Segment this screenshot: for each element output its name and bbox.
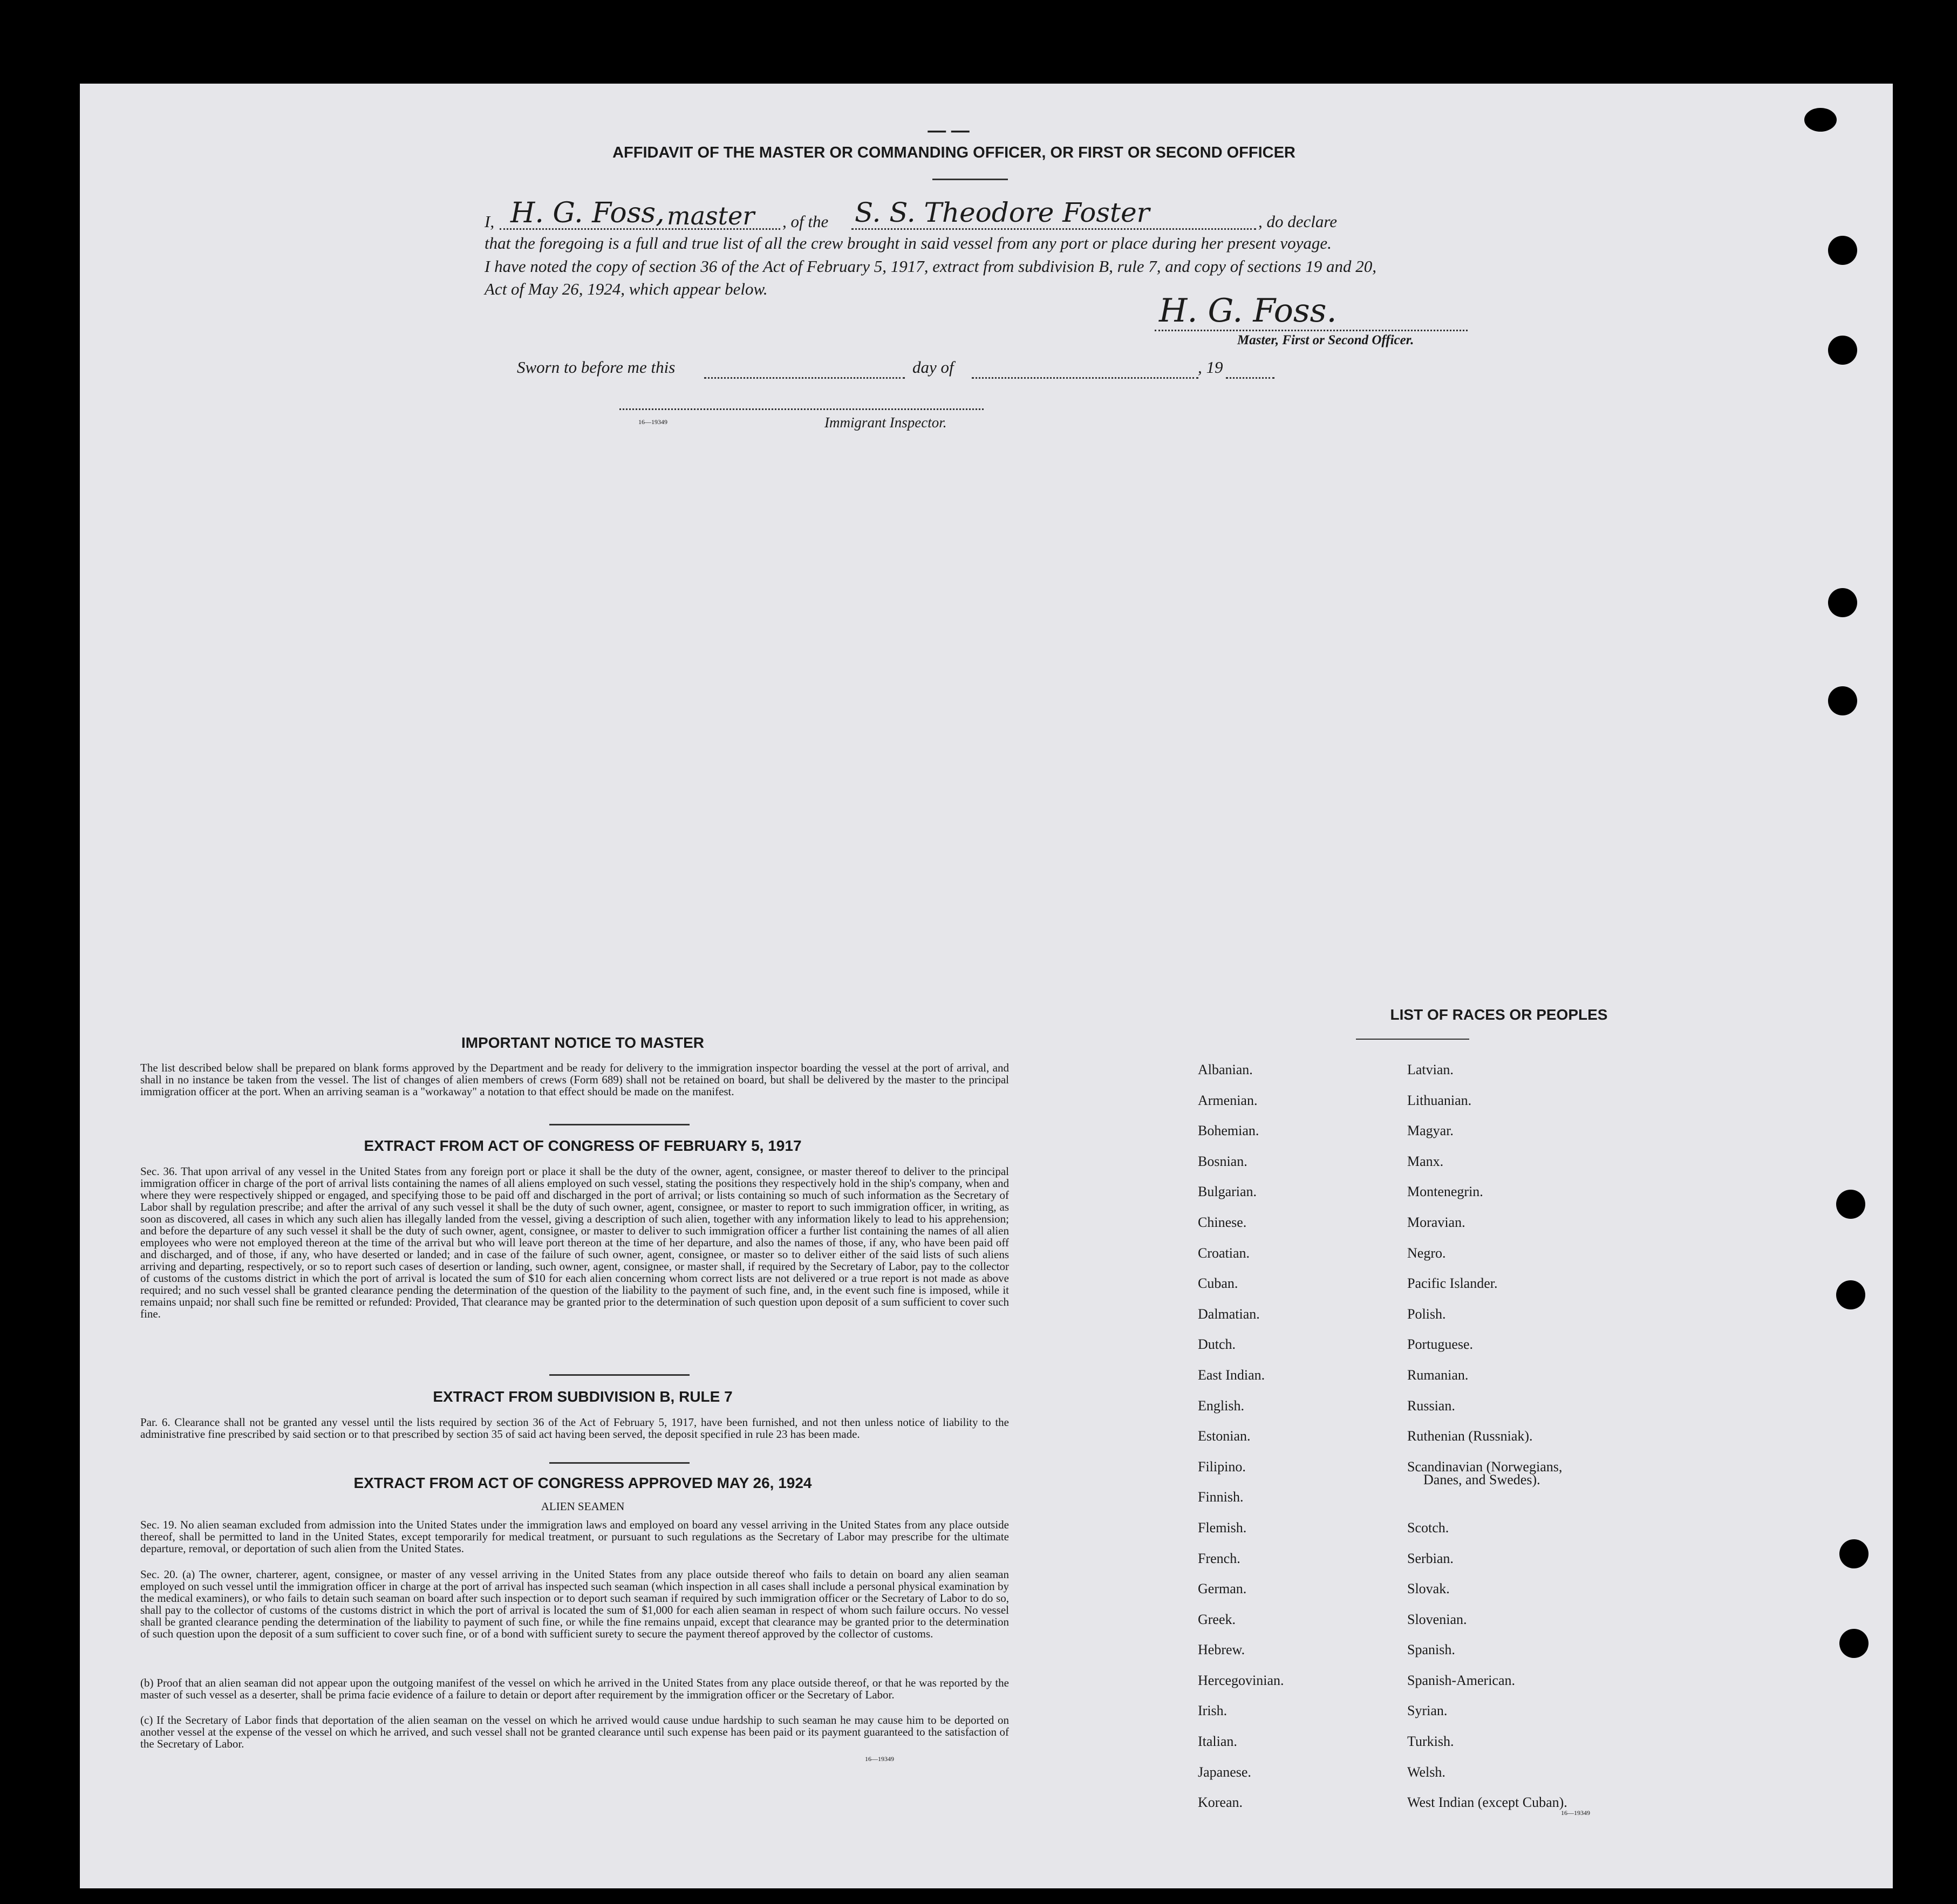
- race-item: Japanese.: [1198, 1764, 1251, 1780]
- master-rank-handwritten: master: [667, 201, 755, 230]
- race-item-continuation: Danes, and Swedes).: [1423, 1471, 1540, 1487]
- extract-1924-subtitle: ALIEN SEAMEN: [541, 1500, 625, 1513]
- race-item: Pacific Islander.: [1407, 1275, 1498, 1292]
- sworn-prefix: Sworn to before me this: [517, 358, 676, 377]
- master-signature-line: [1155, 292, 1468, 331]
- race-item: Filipino.: [1198, 1458, 1246, 1475]
- extract-rule7-divider: [549, 1462, 690, 1464]
- notice-body: The list described below shall be prepared on blank forms approved by the Department and be ready for delivery to the immigration inspector boarding the vessel at the port of arrival, and shall in no instance be taken from the vessel. The list of changes of alien members of crews (Form 689) shall not be retained on board, but shall be delivered by the master to the principal immigration officer at the port. When an arriving seaman is a "workaway" a notation to that effect should be made on the manifest.: [140, 1061, 1009, 1098]
- form-number-bottom-right: 16—19349: [1561, 1809, 1590, 1817]
- vessel-name-field: [851, 197, 1256, 230]
- vessel-name-handwritten: S. S. Theodore Foster: [855, 197, 1150, 228]
- punch-hole: [1828, 588, 1857, 617]
- affidavit-line1: [485, 197, 1591, 229]
- punch-hole: [1828, 686, 1857, 715]
- sworn-month-field: [972, 362, 1198, 379]
- punch-hole: [1804, 108, 1837, 132]
- sworn-line: [517, 358, 1380, 382]
- race-item: Scotch.: [1407, 1519, 1449, 1536]
- races-left-column: [1198, 1055, 1284, 1818]
- extract-1924-title: EXTRACT FROM ACT OF CONGRESS APPROVED MAY 26, 1924: [353, 1475, 812, 1491]
- punch-hole: [1839, 1629, 1869, 1658]
- line1-prefix: I,: [485, 212, 495, 231]
- race-item: Slovenian.: [1407, 1611, 1467, 1627]
- inspector-caption: Immigrant Inspector.: [824, 414, 947, 431]
- race-item: Syrian.: [1407, 1703, 1448, 1719]
- race-item: Finnish.: [1198, 1489, 1244, 1505]
- race-item: Manx.: [1407, 1153, 1444, 1169]
- punch-hole: [1828, 236, 1857, 265]
- race-item: Spanish-American.: [1407, 1672, 1516, 1688]
- race-item: Hebrew.: [1198, 1642, 1245, 1658]
- race-item: Slovak.: [1407, 1581, 1450, 1597]
- extract-1924-sec20c: (c) If the Secretary of Labor finds that deportation of the alien seaman on the vessel on which he arrived would cause undue hardship to such seaman he may cause him to be deported on another vessel at the expense of the vessel on which he arrived, and such vessel shall not be granted clearance until such expense has been paid or its payment guaranteed to the satisfaction of the Secretary of Labor.: [140, 1714, 1009, 1750]
- race-item: Spanish.: [1407, 1642, 1455, 1658]
- race-item: Dalmatian.: [1198, 1306, 1260, 1322]
- header-marks: — —: [928, 120, 970, 141]
- race-item: Welsh.: [1407, 1764, 1445, 1780]
- race-item: Bosnian.: [1198, 1153, 1247, 1169]
- race-item: Croatian.: [1198, 1245, 1250, 1261]
- line1-of-the: , of the: [782, 212, 829, 231]
- race-item: Bohemian.: [1198, 1123, 1259, 1139]
- master-name-handwritten: H. G. Foss,: [510, 197, 665, 229]
- affidavit-title: AFFIDAVIT OF THE MASTER OR COMMANDING OFFICER, OR FIRST OR SECOND OFFICER: [612, 144, 1295, 161]
- race-item: Rumanian.: [1407, 1367, 1469, 1383]
- punch-hole: [1828, 336, 1857, 365]
- form-number-bottom-left: 16—19349: [865, 1755, 894, 1763]
- race-item: Greek.: [1198, 1611, 1236, 1627]
- race-item: Turkish.: [1407, 1734, 1454, 1750]
- extract-1924-sec19: Sec. 19. No alien seaman excluded from admission into the United States under the immigration laws and employed on board any vessel arriving in the United States from any place outside thereof, shall be permitted to land in the United States, except temporarily for medical treatment, or pursuant to such regulations as the Secretary of Labor may prescribe for the ultimate departure, removal, or deportation of such alien from the United States.: [140, 1518, 1009, 1555]
- extract-1917-divider: [549, 1374, 690, 1376]
- sworn-day-of: day of: [912, 358, 954, 377]
- race-item: Portuguese.: [1407, 1336, 1474, 1353]
- race-item: East Indian.: [1198, 1367, 1265, 1383]
- race-item: Scandinavian (Norwegians,: [1407, 1458, 1563, 1475]
- sworn-year-prefix: , 19: [1198, 358, 1223, 377]
- race-item: Bulgarian.: [1198, 1184, 1257, 1200]
- race-item: Polish.: [1407, 1306, 1446, 1322]
- race-item: Italian.: [1198, 1734, 1237, 1750]
- race-item: English.: [1198, 1397, 1244, 1414]
- race-item: Magyar.: [1407, 1123, 1454, 1139]
- race-item: Estonian.: [1198, 1428, 1251, 1444]
- title-rule: [932, 179, 1008, 180]
- race-item: Armenian.: [1198, 1092, 1258, 1108]
- race-item: Negro.: [1407, 1245, 1446, 1261]
- line1-suffix: , do declare: [1258, 212, 1338, 231]
- race-item: Montenegrin.: [1407, 1184, 1483, 1200]
- affidavit-line3: I have noted the copy of section 36 of the Act of February 5, 1917, extract from subdivision B, rule 7, and copy of sections 19 and 20,: [485, 257, 1377, 276]
- race-item: Irish.: [1198, 1703, 1228, 1719]
- form-number-top: 16—19349: [638, 418, 667, 426]
- signature-caption: Master, First or Second Officer.: [1237, 333, 1414, 347]
- notice-title: IMPORTANT NOTICE TO MASTER: [461, 1034, 705, 1051]
- punch-hole: [1839, 1539, 1869, 1568]
- race-item: Cuban.: [1198, 1275, 1238, 1292]
- master-signature-handwritten: H. G. Foss.: [1159, 292, 1337, 330]
- race-item: Korean.: [1198, 1794, 1243, 1811]
- punch-hole: [1836, 1190, 1865, 1219]
- races-title: LIST OF RACES OR PEOPLES: [1390, 1006, 1608, 1023]
- race-item: West Indian (except Cuban).: [1407, 1794, 1567, 1811]
- extract-rule7-body: Par. 6. Clearance shall not be granted any vessel until the lists required by section 36 of the Act of February 5, 1917, have been furnished, and not then unless notice of liability to the administrative fine prescribed by said section or to that prescribed by section 35 of said act having been served, the deposit specified in rule 23 has been made.: [140, 1416, 1009, 1441]
- races-right-column: [1407, 1055, 1567, 1818]
- race-item: Russian.: [1407, 1397, 1455, 1414]
- notice-divider: [549, 1124, 690, 1125]
- races-title-rule: [1356, 1039, 1469, 1040]
- race-item: Flemish.: [1198, 1519, 1247, 1536]
- race-item: Ruthenian (Russniak).: [1407, 1428, 1533, 1444]
- race-item: German.: [1198, 1581, 1247, 1597]
- inspector-signature-line: [619, 403, 984, 410]
- race-item: Serbian.: [1407, 1550, 1454, 1566]
- race-item: French.: [1198, 1550, 1240, 1566]
- extract-rule7-title: EXTRACT FROM SUBDIVISION B, RULE 7: [433, 1388, 733, 1405]
- document-sheet: [80, 84, 1893, 1888]
- punch-hole: [1836, 1280, 1865, 1309]
- affidavit-line4: Act of May 26, 1924, which appear below.: [485, 279, 768, 298]
- extract-1924-sec20b: (b) Proof that an alien seaman did not appear upon the outgoing manifest of the vessel on which he arrived in the United States from any place outside thereof, or that he was reported by the master of such vessel as a deserter, shall be prima facie evidence of a failure to detain or deport after requirement by the immigration officer or the Secretary of Labor.: [140, 1676, 1009, 1701]
- race-item: Latvian.: [1407, 1062, 1454, 1077]
- race-item: Lithuanian.: [1407, 1092, 1472, 1108]
- extract-1917-title: EXTRACT FROM ACT OF CONGRESS OF FEBRUARY 5, 1917: [364, 1137, 802, 1154]
- extract-1917-body: Sec. 36. That upon arrival of any vessel in the United States from any foreign port or place it shall be the duty of the owner, agent, consignee, or master thereof to deliver to the principal immigration officer in charge of the port of arrival lists containing the names of all aliens employed on such vessel, stating the positions they respectively hold in the ship's company, when and where they were respectively shipped or engaged, and specifying those to be paid off and discharged in the port of arrival; or lists containing so much of such information as the Secretary of Labor shall by regulation prescribe; and after the arrival of any such vessel it shall be the duty of such owner, agent, consignee, or master to report to such immigration officer, in writing, as soon as discovered, all cases in which any such alien has illegally landed from the vessel, giving a description of such alien, together with any information likely to lead to his apprehension; and before the departure of any such vessel it shall be the duty of such owner, agent, consignee, or master to deliver to such immigration officer a further list containing the names of all alien employees who were not employed thereon at the time of the arrival but who will leave port thereon at the time of her departure, and also the names of those, if any, who have been paid off and discharged, and of those, if any, who have deserted or landed; and in case of the failure of such owner, agent, consignee, or master so to deliver either of the said lists of such aliens arriving and departing, respectively, or so to report such cases of desertion or landing, such owner, agent, consignee, or master shall, if required by the Secretary of Labor, pay to the collector of customs of the customs district in which the port of arrival is located the sum of $10 for each alien concerning whom correct lists are not delivered or a true report is not made as above required; and no such vessel shall be granted clearance pending the determination of the question of the liability to the payment of such fine, and, in the event such fine is imposed, while it remains unpaid; nor shall such fine be remitted or refunded: Provided, That clearance may be granted prior to the determination of such question upon deposit of a sum sufficient to cover such fine.: [140, 1165, 1009, 1320]
- race-item: Albanian.: [1198, 1062, 1253, 1077]
- extract-1924-sec20a: Sec. 20. (a) The owner, charterer, agent, consignee, or master of any vessel arriving in the United States from any place outside thereof who fails to detain on board any alien seaman employed on such vessel until the immigration officer in charge at the port of arrival has inspected such seaman (which inspection in all cases shall include a personal physical examination by the medical examiners), or who fails to detain such seaman on board after such inspection or to deport such seaman if required by such immigration officer or the Secretary of Labor to do so, shall pay to the collector of customs of the customs district in which the port of arrival is located the sum of $1,000 for each alien seaman in respect of whom such failure occurs. No vessel shall be granted clearance pending the determination of the liability to payment of such fine, or while the fine remains unpaid, except that clearance may be granted prior to the determination of such question upon the deposit of a sum sufficient to cover such fine, or of a bond with sufficient surety to secure the payment thereof approved by the collector of customs.: [140, 1568, 1009, 1640]
- race-item: Moravian.: [1407, 1214, 1465, 1230]
- race-item: Hercegovinian.: [1198, 1672, 1284, 1688]
- race-item: Dutch.: [1198, 1336, 1236, 1353]
- race-item: Chinese.: [1198, 1214, 1247, 1230]
- affidavit-line2: that the foregoing is a full and true list of all the crew brought in said vessel from any port or place during her present voyage.: [485, 234, 1332, 252]
- master-name-field: [500, 197, 780, 230]
- sworn-year-field: [1226, 362, 1274, 379]
- sworn-day-field: [704, 362, 905, 379]
